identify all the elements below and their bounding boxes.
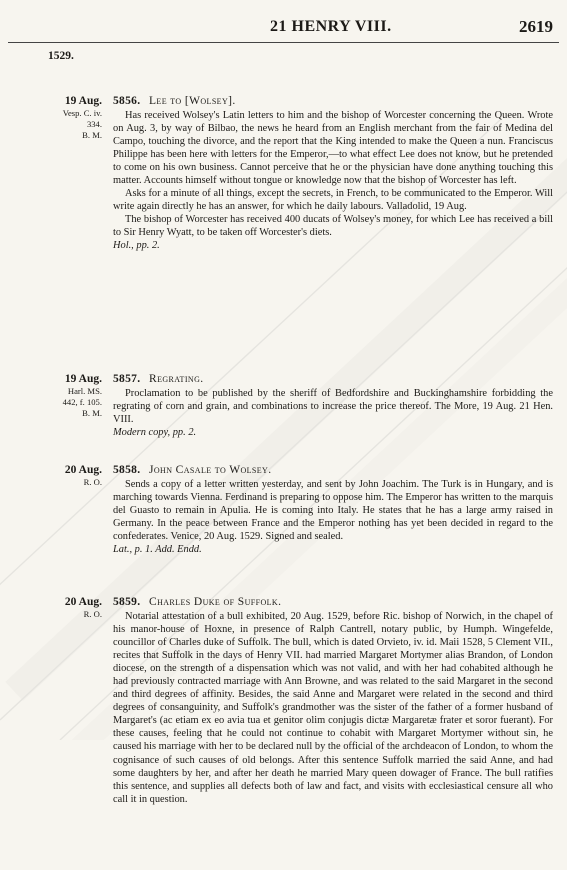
source-ref: B. M. [82,130,102,140]
page-header [0,14,567,42]
source-ref: Harl. MS. [67,386,102,396]
year-label: 1529. [48,50,74,62]
source-ref: R. O. [83,609,102,619]
entry-paragraph: Proclamation to be published by the sheriff of Bedfordshire and Buckinghamshire forbidding the regrating of corn and grain, and combinations to increase the price thereof. The More, 19 Aug. 21 Hen. VIII. [113,388,553,426]
entry-margin [36,372,102,419]
entry-number: 5859. [113,596,141,608]
header-rule [8,42,559,43]
entry-paragraph: The bishop of Worcester has received 400 ducats of Wolsey's money, for which Lee has received a bill to Sir Henry Wyatt, to be taken off Worcester's diets. [113,214,553,239]
running-title: 21 HENRY VIII. [270,18,392,35]
entry-paragraph: Asks for a minute of all things, except the secrets, in French, to be communicated to the Emperor. Will write again directly he has an answer, for which he daily labours. Valladolid, 19 Aug. [113,188,553,213]
source-ref: 334. [86,119,102,129]
entry-date: 19 Aug. [64,95,102,107]
entry-title: Regrating. [149,373,204,385]
entry-title: Lee to [Wolsey]. [149,95,236,107]
entry-paragraph: Notarial attestation of a bull exhibited, 20 Aug. 1529, before Ric. bishop of Norwich, in the chapel of his manor-house of Hoxne, in presence of Ralph Cantrell, notary public, by Humph. Wingefelde, councillor of Charles duke of Suffolk. The bull, which is dated Orvieto, iv. id. Maii 1528, 5 Clement VII., recites that Suffolk in the days of Henry VII. had married Margaret Mortymer alias Brandon, of London diocese, on the strength of a dispensation which was not valid, and with her had cohabited although he had previously contracted marriage with Ann Browne, and was related to the said Margaret in the second and third degrees of affinity. Besides, the said Anne and Margaret were related in the second and third degrees of consanguinity, and Suffolk's grandmother was the sister of the father of a former husband of Margaret's (ac etiam ex eo avia tua et genitor olim conjugis dictæ Margaretæ frater et soror fuerant). For these causes, feeling that he could not continue to cohabit with Margaret Mortymer without sin, he caused his marriage with her to be declared null by the official of the archdeacon of London, to whom the cognisance of such causes of old belongs. After this sentence Suffolk married the said Anne, and had some daughters by her, and after her death he married Mary queen dowager of France. The bull ratifies this sentence, and supplies all defects both of law and fact, and visits with ecclesiastical censure all who call it in question. [113,611,553,805]
entry-note: Hol., pp. 2. [113,240,160,252]
source-ref: 442, f. 105. [62,397,102,407]
entry-content [113,94,553,252]
entry-heading [113,463,553,478]
entry-paragraph: Has received Wolsey's Latin letters to him and the bishop of Worcester concerning the Queen. Wrote on Aug. 3, by way of Bilbao, the news he heard from an English merchant from the fair of Medina del Campo, touching the divorce, and the report that the King intended to make the Queen a nun. Franciscus Philippe has been here with letters for the Emperor,—to what effect Lee does not know, but he pretended to come on his own business. Cannot perceive that he or the physician have done anything touching this matter. Accounts himself without tongue or knowledge now that the bishop of Worcester has left. [113,110,553,187]
entry-margin [36,94,102,141]
entry-date: 20 Aug. [64,596,102,608]
entry-margin [36,595,102,620]
entry-content [113,463,553,556]
entry-date: 20 Aug. [64,464,102,476]
entry-content [113,595,553,806]
entry-margin [36,463,102,488]
entry-heading [113,595,553,610]
entry-heading [113,94,553,109]
entry-title: John Casale to Wolsey. [149,464,272,476]
source-ref: B. M. [82,408,102,418]
entry-heading [113,372,553,387]
source-ref: R. O. [83,477,102,487]
entry-paragraph: Sends a copy of a letter written yesterday, and sent by John Joachim. The Turk is in Hungary, and is marching towards Vienna. Ferdinand is preparing to oppose him. The Emperor has written to the marquis del Guasto to remain in Apulia. He is coming into Italy. He states that he has a large army raised in Germany. In the peace between France and the Emperor nothing has yet been decided in regard to the confederates. Venice, 20 Aug. 1529. Signed and sealed. [113,479,553,543]
entry-title: Charles Duke of Suffolk. [149,596,282,608]
entry-number: 5857. [113,373,141,385]
entry-date: 19 Aug. [64,373,102,385]
source-ref: Vesp. C. iv. [62,108,102,118]
entry-number: 5858. [113,464,141,476]
entry-number: 5856. [113,95,141,107]
entry-note: Modern copy, pp. 2. [113,427,197,439]
entry-note: Lat., p. 1. Add. Endd. [113,544,202,556]
page-number: 2619 [519,17,553,36]
entry-content [113,372,553,439]
